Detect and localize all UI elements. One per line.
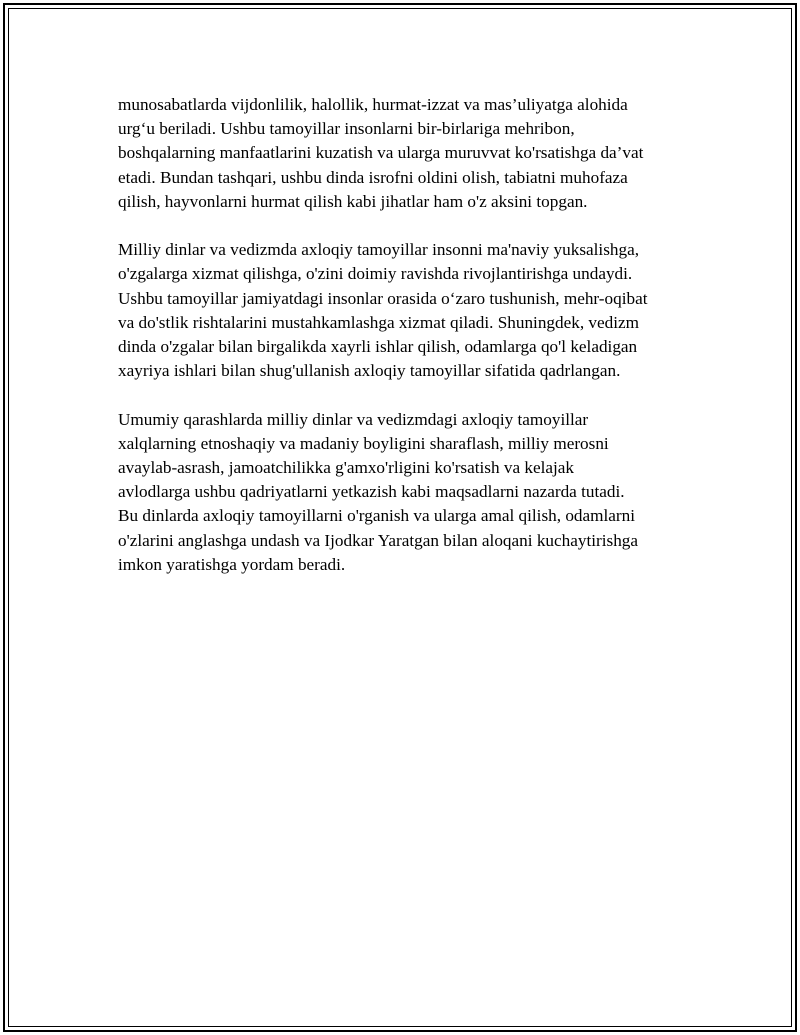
text-line: boshqalarning manfaatlarini kuzatish va ularga muruvvat ko'rsatishga da’vat: [118, 143, 644, 163]
document-body: [118, 93, 698, 601]
text-line: avaylab-asrash, jamoatchilikka g'amxo'rligini ko'rsatish va kelajak: [118, 458, 575, 478]
text-line: va do'stlik rishtalarini mustahkamlashga xizmat qiladi. Shuningdek, vedizm: [118, 312, 640, 332]
text-line: Milliy dinlar va vedizmda axloqiy tamoyillar insonni ma'naviy yuksalishga,: [118, 240, 640, 260]
text-line: Umumiy qarashlarda milliy dinlar va vedizmdagi axloqiy tamoyillar: [118, 409, 589, 429]
text-line: dinda o'zgalar bilan birgalikda xayrli ishlar qilish, odamlarga qo'l keladigan: [118, 337, 638, 357]
text-line: xayriya ishlari bilan shug'ullanish axloqiy tamoyillar sifatida qadrlangan.: [118, 361, 621, 381]
text-line: avlodlarga ushbu qadriyatlarni yetkazish kabi maqsadlarni nazarda tutadi.: [118, 482, 625, 502]
text-line: xalqlarning etnoshaqiy va madaniy boyligini sharaflash, milliy merosni: [118, 433, 609, 453]
text-line: Bu dinlarda axloqiy tamoyillarni o'rganish va ularga amal qilish, odamlarni: [118, 506, 636, 526]
text-line: Ushbu tamoyillar jamiyatdagi insonlar orasida o‘zaro tushunish, mehr-oqibat: [118, 288, 648, 308]
text-line: etadi. Bundan tashqari, ushbu dinda isrofni oldini olish, tabiatni muhofaza: [118, 167, 628, 187]
paragraph-2: [118, 238, 698, 383]
paragraph-3: [118, 408, 698, 577]
text-line: qilish, hayvonlarni hurmat qilish kabi jihatlar ham o'z aksini topgan.: [118, 191, 588, 211]
text-line: o'zgalarga xizmat qilishga, o'zini doimiy ravishda rivojlantirishga undaydi.: [118, 264, 633, 284]
text-line: munosabatlarda vijdonlilik, halollik, hurmat-izzat va mas’uliyatga alohida: [118, 95, 628, 114]
text-line: imkon yaratishga yordam beradi.: [118, 554, 346, 574]
paragraph-1: [118, 93, 698, 214]
text-line: urg‘u beriladi. Ushbu tamoyillar insonlarni bir-birlariga mehribon,: [118, 119, 575, 139]
text-line: o'zlarini anglashga undash va Ijodkar Yaratgan bilan aloqani kuchaytirishga: [118, 530, 639, 550]
